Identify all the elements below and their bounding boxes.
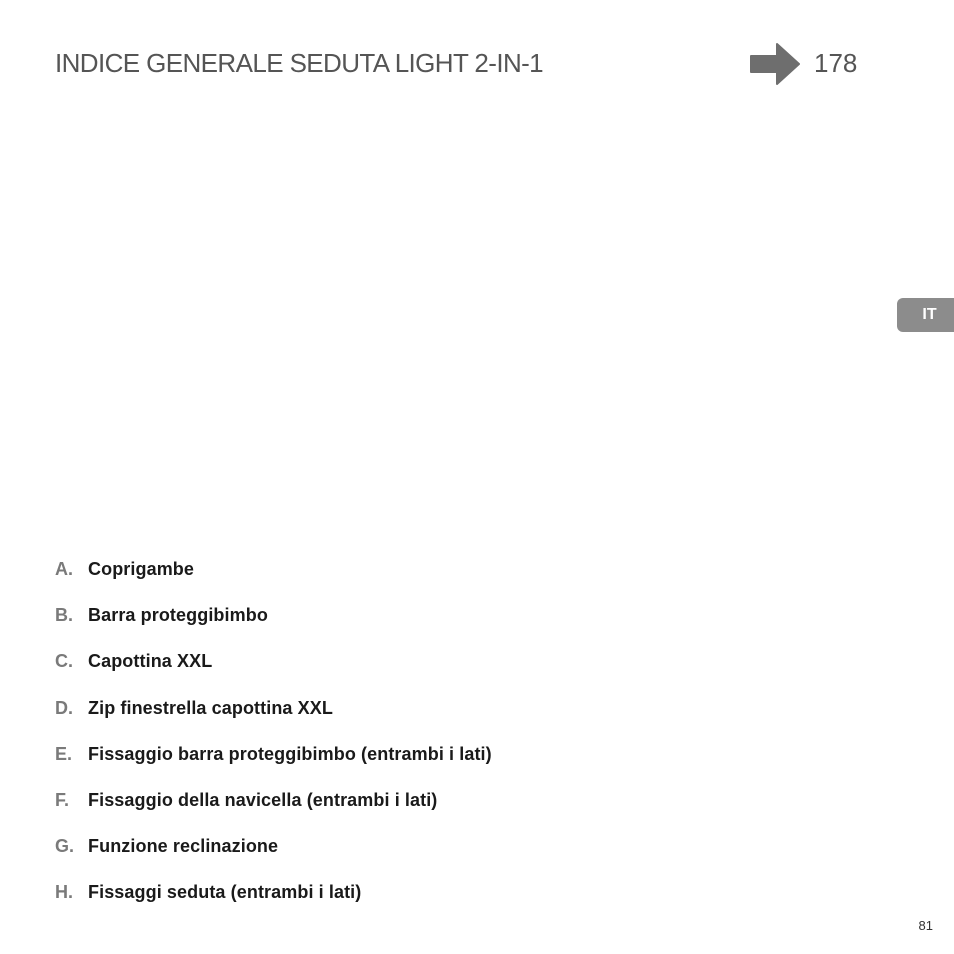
arrow-right-icon <box>749 42 801 86</box>
part-letter: B. <box>55 605 73 626</box>
part-letter: G. <box>55 836 75 857</box>
part-label: Barra proteggibimbo <box>88 605 268 626</box>
part-label: Funzione reclinazione <box>88 836 279 857</box>
part-letter: E. <box>55 743 73 764</box>
part-letter: A. <box>55 559 73 579</box>
part-letter: C. <box>55 651 73 672</box>
list-item <box>55 834 492 880</box>
list-item <box>55 603 492 649</box>
part-label: Zip finestrella capottina XXL <box>88 697 333 718</box>
list-item <box>55 649 492 695</box>
part-label: Fissaggio della navicella (entrambi i lati) <box>88 789 438 810</box>
page-reference: 178 <box>814 48 858 78</box>
list-item <box>55 788 492 834</box>
part-label: Fissaggio barra proteggibimbo (entrambi i lati) <box>88 743 492 764</box>
list-item <box>55 880 492 926</box>
parts-list <box>55 557 492 927</box>
list-item <box>55 696 492 742</box>
page-number: 81 <box>918 918 933 933</box>
part-label: Fissaggi seduta (entrambi i lati) <box>88 882 362 903</box>
part-label: Capottina XXL <box>88 651 213 672</box>
page-title: INDICE GENERALE SEDUTA LIGHT 2-IN-1 <box>55 48 544 78</box>
language-tab: IT <box>897 298 954 332</box>
part-letter: F. <box>55 789 70 810</box>
part-letter: D. <box>55 697 73 718</box>
part-letter: H. <box>55 882 73 903</box>
part-label: Coprigambe <box>88 559 195 579</box>
list-item <box>55 557 492 603</box>
list-item <box>55 742 492 788</box>
